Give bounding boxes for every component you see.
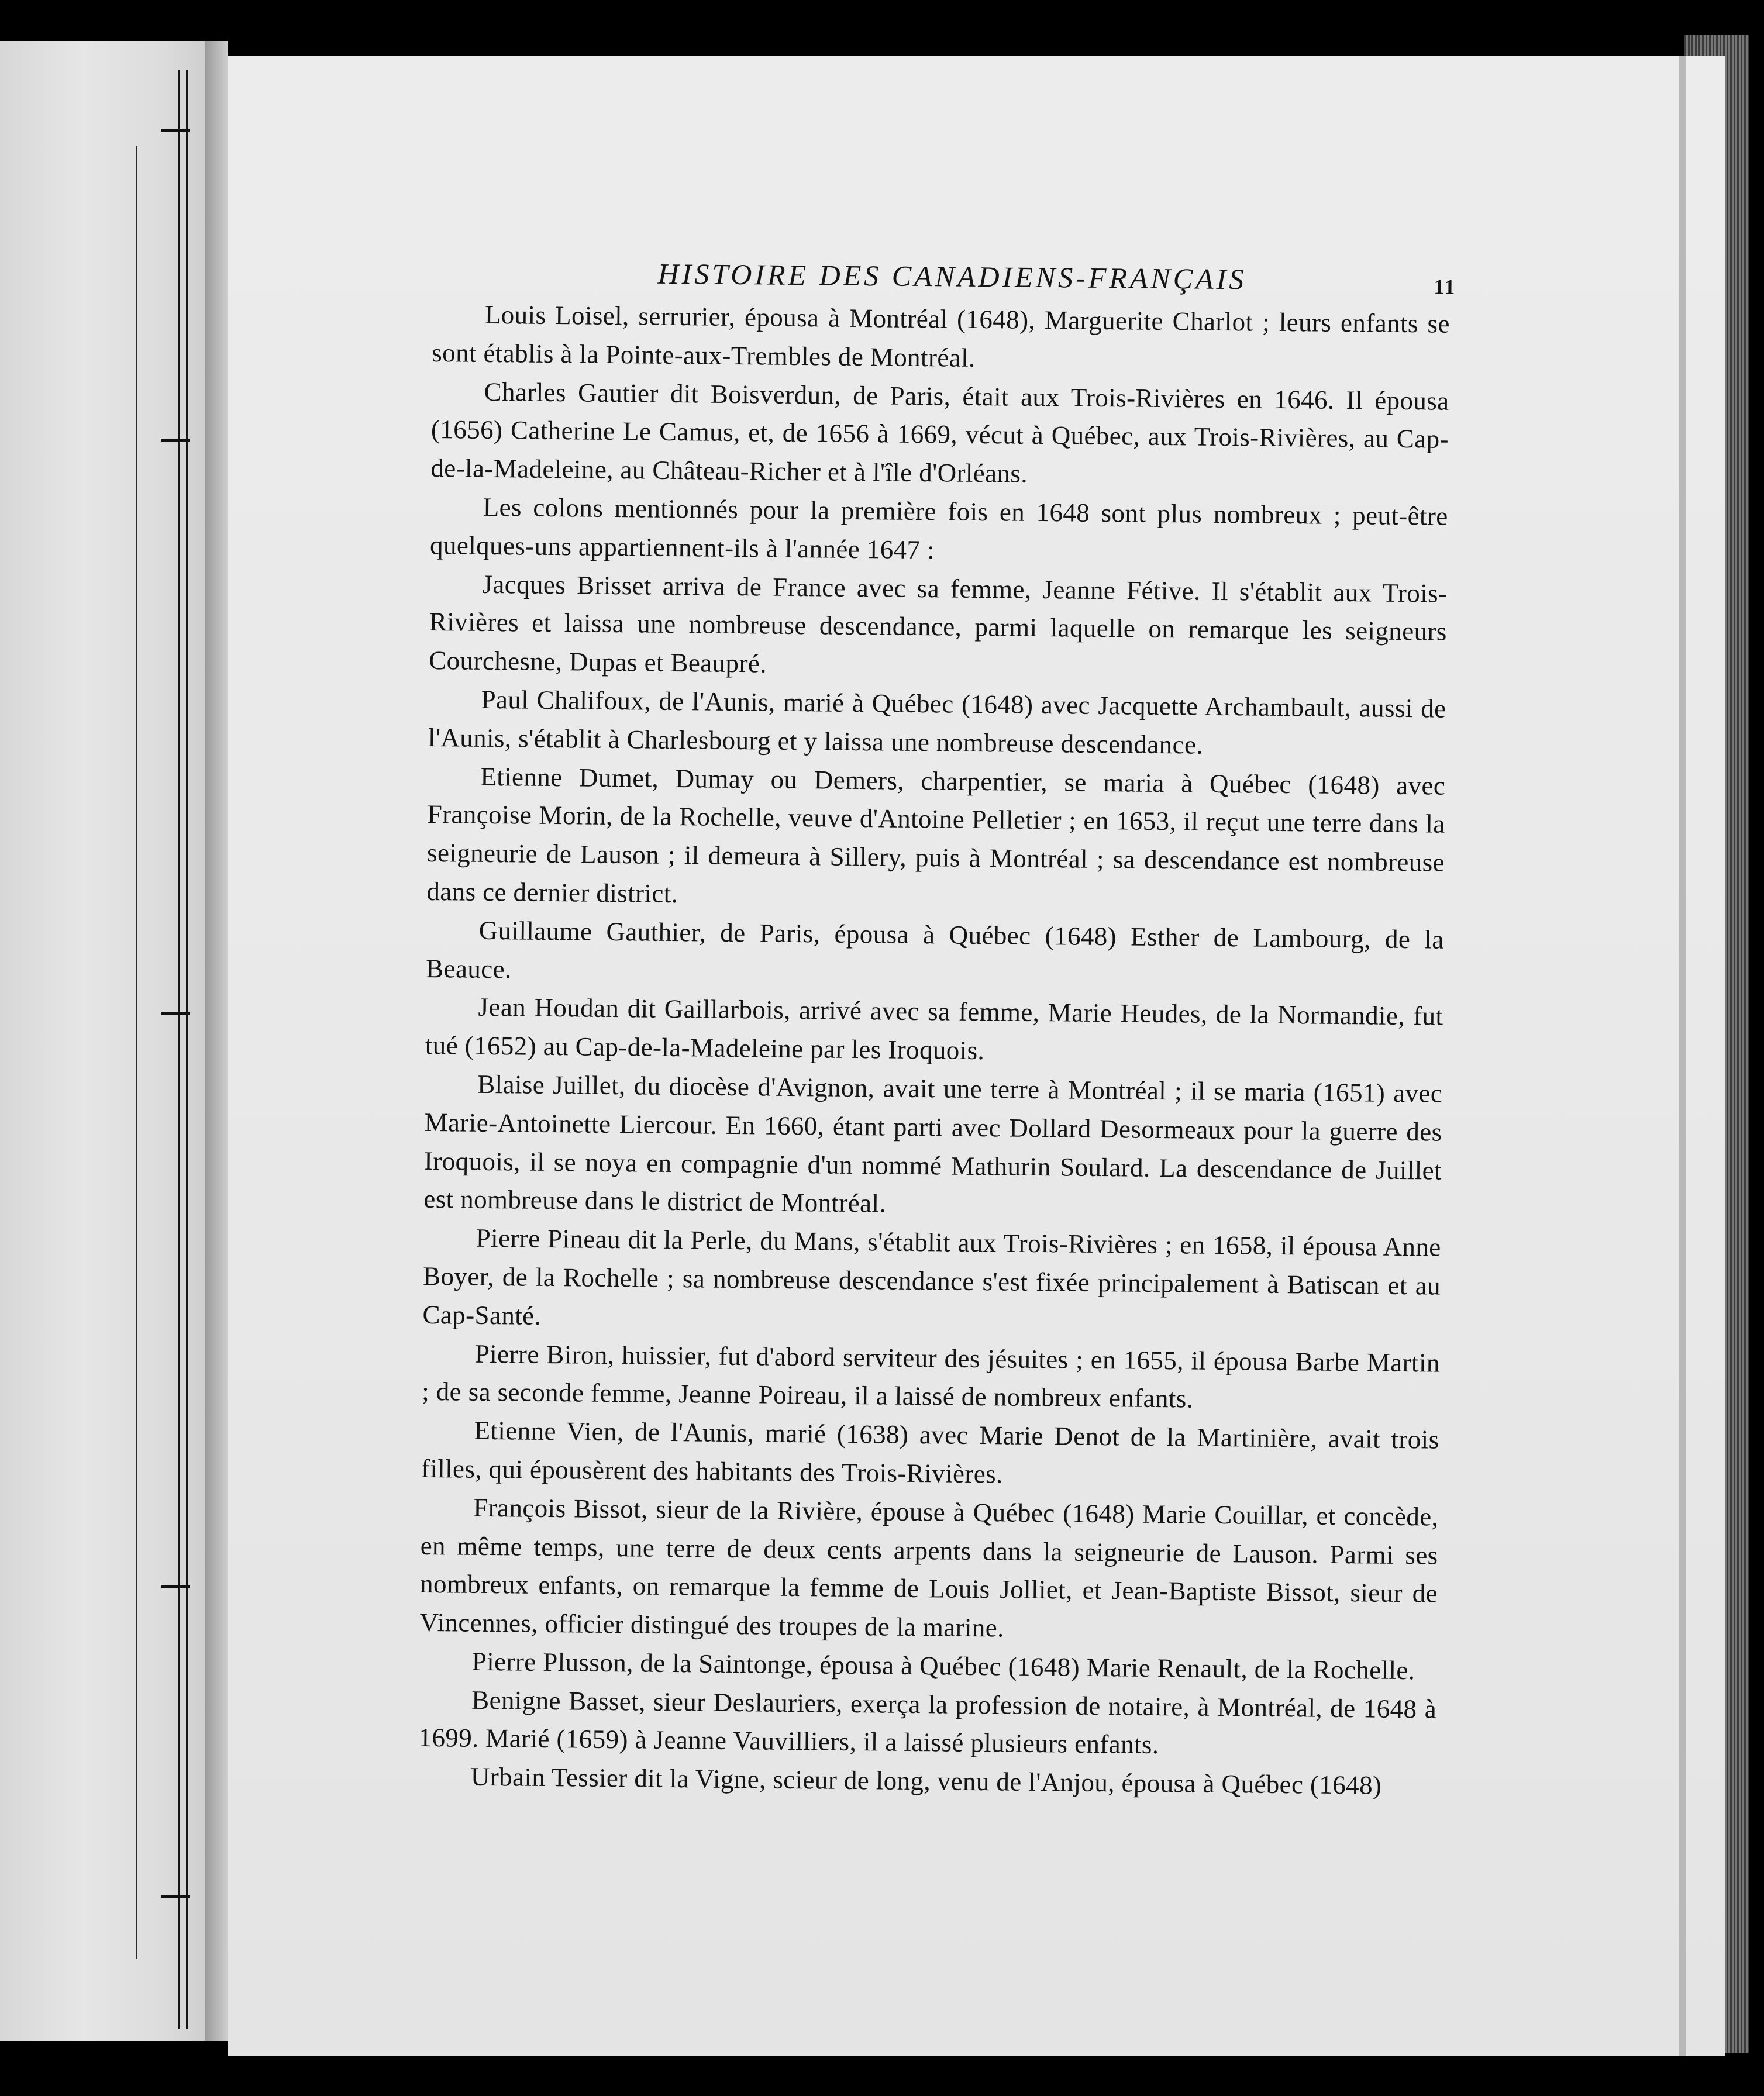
paragraph: Pierre Biron, huissier, fut d'abord serviteur des jésuites ; en 1655, il épousa Barbe Martin ; de sa seconde femme, Jeanne Poireau, il a laissé de nombreux enfants. xyxy=(422,1339,1441,1414)
paragraph: François Bissot, sieur de la Rivière, épouse à Québec (1648) Marie Couillar, et concède, en même temps, une terre de deux cents arpents dans la seigneurie de Lauson. Parmi ses nombreux enfants, on remarque la femme de Louis Jolliet, et Jean-Baptiste Bissot, sieur de Vincennes, officier distingué des troupes de la marine. xyxy=(419,1492,1439,1643)
paragraph: Pierre Pineau dit la Perle, du Mans, s'établit aux Trois-Rivières ; en 1658, il épousa Anne Boyer, de la Rochelle ; sa nombreuse descendance s'est fixée principalement à Batiscan et au Cap-Santé. xyxy=(422,1223,1441,1330)
binding-stitch xyxy=(161,1895,190,1898)
previous-page-fragment xyxy=(0,41,205,2041)
page-edge xyxy=(1679,56,1686,2056)
paragraph: Jean Houdan dit Gaillarbois, arrivé avec sa femme, Marie Heudes, de la Normandie, fut tué (1652) au Cap-de-la-Madeleine par les Iroquois. xyxy=(425,992,1443,1066)
paragraph: Pierre Plusson, de la Saintonge, épousa à Québec (1648) Marie Renault, de la Rochelle. xyxy=(471,1646,1415,1685)
paragraph: Les colons mentionnés pour la première fois en 1648 sont plus nombreux ; peut-être quelques-uns appartiennent-ils à l'année 1647 : xyxy=(429,492,1448,565)
binding-stitch xyxy=(161,1585,190,1588)
binding-stitch xyxy=(161,1012,190,1015)
paragraph: Paul Chalifoux, de l'Aunis, marié à Québec (1648) avec Jacquette Archambault, aussi de l'Aunis, s'établit à Charlesbourg et y laissa une nombreuse descendance. xyxy=(428,684,1446,760)
paragraph: Urbain Tessier dit la Vigne, scieur de long, venu de l'Anjou, épousa à Québec (1648) xyxy=(470,1762,1382,1800)
paragraph: Etienne Dumet, Dumay ou Demers, charpentier, se maria à Québec (1648) avec Françoise Morin, de la Rochelle, veuve d'Antoine Pelletier ; en 1653, il reçut une terre dans la seigneurie de Lauson ; il demeura à Sillery, puis à Montréal ; sa descendance est nombreuse dans ce dernier district. xyxy=(426,761,1446,909)
running-head xyxy=(432,249,1456,305)
running-title: HISTOIRE DES CANADIENS-FRANÇAIS xyxy=(657,257,1247,296)
binding-thread xyxy=(136,146,137,1959)
paragraph: Benigne Basset, sieur Deslauriers, exerça la profession de notaire, à Montréal, de 1648 à 1699. Marié (1659) à Jeanne Vauvilliers, il a laissé plusieurs enfants. xyxy=(418,1685,1437,1760)
binding-stitch xyxy=(161,439,190,442)
binding-thread xyxy=(186,70,188,2029)
paragraph: Guillaume Gauthier, de Paris, épousa à Québec (1648) Esther de Lambourg, de la Beauce. xyxy=(425,915,1444,984)
paragraph: Jacques Brisset arriva de France avec sa femme, Jeanne Fétive. Il s'établit aux Trois-Rivières et laissa une nombreuse descendance, parmi laquelle on remarque les seigneurs Courchesne, Dupas et Beaupré. xyxy=(429,569,1448,678)
paragraph: Charles Gautier dit Boisverdun, de Paris, était aux Trois-Rivières en 1646. Il épousa (1656) Catherine Le Camus, et, de 1656 à 1669, vécut à Québec, aux Trois-Rivières, au Cap-de-la-Madeleine, au Château-Richer et à l'île d'Orléans. xyxy=(430,377,1449,488)
paragraph: Blaise Juillet, du diocèse d'Avignon, avait une terre à Montréal ; il se maria (1651) avec Marie-Antoinette Liercour. En 1660, étant parti avec Dollard Desormeaux pour la guerre des Iroquois, il se noya en compagnie d'un nommé Mathurin Soulard. La descendance de Juillet est nombreuse dans le district de Montréal. xyxy=(423,1069,1443,1218)
paragraph: Etienne Vien, de l'Aunis, marié (1638) avec Marie Denot de la Martinière, avait trois filles, qui épousèrent des habitants des Trois-Rivières. xyxy=(421,1415,1439,1489)
binding-thread xyxy=(178,70,180,2029)
page-content xyxy=(418,249,1456,1806)
page-number: 11 xyxy=(1434,275,1456,299)
binding-stitch xyxy=(161,129,190,132)
spine-shadow xyxy=(205,41,228,2041)
paragraph: Louis Loisel, serrurier, épousa à Montréal (1648), Marguerite Charlot ; leurs enfants se sont établis à la Pointe-aux-Trembles de Montréal. xyxy=(432,299,1451,373)
